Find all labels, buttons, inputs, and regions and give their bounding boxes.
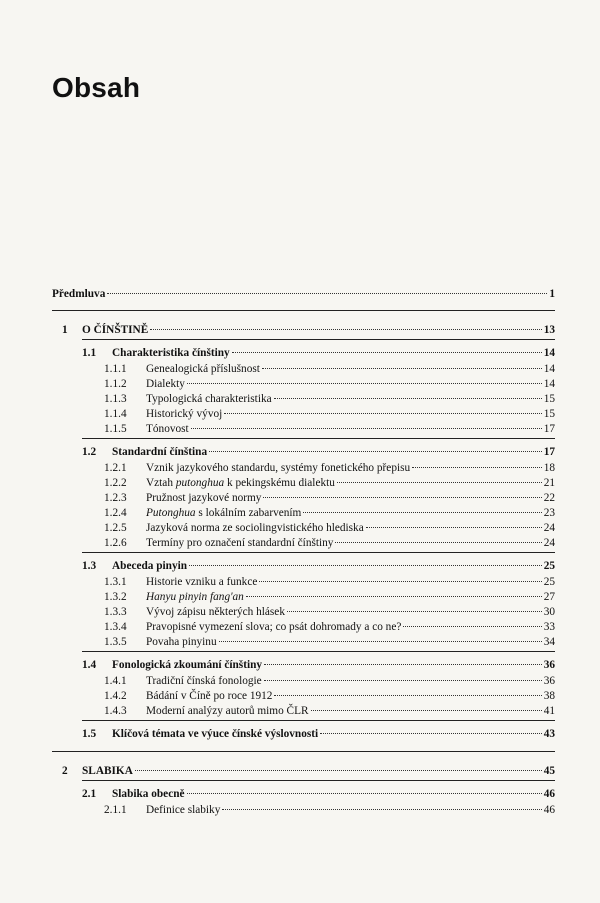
toc-subsection[interactable] bbox=[104, 536, 555, 550]
toc-label: Dialekty bbox=[146, 378, 185, 390]
toc-number: 1 bbox=[62, 324, 68, 336]
toc-label: Fonologická zkoumání čínštiny bbox=[112, 659, 263, 671]
toc-label: Tradiční čínská fonologie bbox=[146, 675, 262, 687]
toc-section[interactable] bbox=[82, 658, 555, 672]
toc-subsection[interactable] bbox=[104, 803, 555, 817]
toc-label: SLABIKA bbox=[82, 765, 133, 777]
toc-page-number: 13 bbox=[543, 324, 555, 336]
dot-leader bbox=[262, 368, 542, 369]
toc-number: 1.1.5 bbox=[104, 423, 127, 435]
toc-label: Pružnost jazykové normy bbox=[146, 492, 262, 504]
toc-page-number: 21 bbox=[543, 477, 555, 489]
dot-leader bbox=[366, 527, 542, 528]
dot-leader bbox=[191, 428, 542, 429]
toc-section[interactable] bbox=[82, 787, 555, 801]
toc-label: Historie vzniku a funkce bbox=[146, 576, 258, 588]
dot-leader bbox=[135, 770, 542, 771]
toc-number: 1.4.1 bbox=[104, 675, 127, 687]
toc-number: 1.2.3 bbox=[104, 492, 127, 504]
toc-subsection[interactable] bbox=[104, 620, 555, 634]
toc-subsection[interactable] bbox=[104, 674, 555, 688]
toc-label: Termíny pro označení standardní čínštiny bbox=[146, 537, 334, 549]
dot-leader bbox=[274, 695, 541, 696]
toc-number: 1.5 bbox=[82, 728, 97, 740]
toc-number: 1.4.3 bbox=[104, 705, 127, 717]
toc-number: 1.3.2 bbox=[104, 591, 127, 603]
toc-number: 1.3 bbox=[82, 560, 97, 572]
toc-number: 1.3.5 bbox=[104, 636, 127, 648]
section-divider bbox=[82, 780, 555, 781]
toc-label: Pravopisné vymezení slova; co psát dohromady a co ne? bbox=[146, 621, 402, 633]
toc-page-number: 30 bbox=[543, 606, 555, 618]
toc-subsection[interactable] bbox=[104, 506, 555, 520]
dot-leader bbox=[222, 809, 541, 810]
dot-leader bbox=[246, 596, 542, 597]
dot-leader bbox=[320, 733, 542, 734]
toc-number: 1.4.2 bbox=[104, 690, 127, 702]
toc-subsection[interactable] bbox=[104, 392, 555, 406]
toc-subsection[interactable] bbox=[104, 422, 555, 436]
toc-number: 1.2.5 bbox=[104, 522, 127, 534]
toc-chapter[interactable] bbox=[62, 323, 555, 337]
toc-subsection[interactable] bbox=[104, 476, 555, 490]
dot-leader bbox=[209, 451, 542, 452]
toc-page-number: 23 bbox=[543, 507, 555, 519]
toc-label: Moderní analýzy autorů mimo ČLR bbox=[146, 705, 309, 717]
toc-number: 1.1.2 bbox=[104, 378, 127, 390]
dot-leader bbox=[187, 793, 542, 794]
table-of-contents bbox=[52, 0, 555, 903]
toc-page-number: 1 bbox=[549, 288, 555, 300]
dot-leader bbox=[403, 626, 541, 627]
toc-page-number: 17 bbox=[543, 423, 555, 435]
dot-leader bbox=[189, 565, 542, 566]
toc-subsection[interactable] bbox=[104, 377, 555, 391]
toc-subsection[interactable] bbox=[104, 704, 555, 718]
toc-page-number: 25 bbox=[543, 560, 555, 572]
toc-number: 1.2.4 bbox=[104, 507, 127, 519]
toc-label: Standardní čínština bbox=[112, 446, 208, 458]
toc-label: Slabika obecně bbox=[112, 788, 185, 800]
dot-leader bbox=[150, 329, 541, 330]
toc-page-number: 27 bbox=[543, 591, 555, 603]
dot-leader bbox=[274, 398, 542, 399]
toc-number: 1.2.6 bbox=[104, 537, 127, 549]
dot-leader bbox=[337, 482, 542, 483]
section-divider bbox=[82, 720, 555, 721]
toc-label: Jazyková norma ze sociolingvistického hlediska bbox=[146, 522, 364, 534]
toc-label: Hanyu pinyin fang'an bbox=[146, 591, 244, 603]
toc-page-number: 46 bbox=[543, 804, 555, 816]
dot-leader bbox=[107, 293, 547, 294]
toc-label: Genealogická příslušnost bbox=[146, 363, 260, 375]
toc-subsection[interactable] bbox=[104, 491, 555, 505]
dot-leader bbox=[224, 413, 541, 414]
toc-page-number: 46 bbox=[543, 788, 555, 800]
toc-label: Vývoj zápisu některých hlásek bbox=[146, 606, 285, 618]
toc-page-number: 22 bbox=[543, 492, 555, 504]
toc-page-number: 33 bbox=[543, 621, 555, 633]
toc-label: Povaha pinyinu bbox=[146, 636, 217, 648]
toc-page-number: 45 bbox=[543, 765, 555, 777]
toc-subsection[interactable] bbox=[104, 689, 555, 703]
toc-chapter[interactable] bbox=[62, 764, 555, 778]
toc-label: Klíčová témata ve výuce čínské výslovnosti bbox=[112, 728, 319, 740]
toc-page-number: 14 bbox=[543, 347, 555, 359]
toc-subsection[interactable] bbox=[104, 635, 555, 649]
toc-page-number: 36 bbox=[543, 659, 555, 671]
dot-leader bbox=[232, 352, 542, 353]
dot-leader bbox=[335, 542, 541, 543]
toc-label: O ČÍNŠTINĚ bbox=[82, 324, 149, 336]
toc-page-number: 18 bbox=[543, 462, 555, 474]
section-divider bbox=[52, 751, 555, 752]
toc-label: Typologická charakteristika bbox=[146, 393, 272, 405]
toc-label: Charakteristika čínštiny bbox=[112, 347, 230, 359]
dot-leader bbox=[311, 710, 542, 711]
dot-leader bbox=[287, 611, 542, 612]
dot-leader bbox=[219, 641, 542, 642]
toc-page-number: 34 bbox=[543, 636, 555, 648]
toc-section[interactable] bbox=[82, 727, 555, 741]
toc-number: 1.1.3 bbox=[104, 393, 127, 405]
toc-preface[interactable] bbox=[52, 287, 555, 301]
toc-page-number: 41 bbox=[543, 705, 555, 717]
dot-leader bbox=[187, 383, 542, 384]
toc-label: Bádání v Číně po roce 1912 bbox=[146, 690, 273, 702]
dot-leader bbox=[259, 581, 541, 582]
section-divider bbox=[82, 339, 555, 340]
toc-label: Předmluva bbox=[52, 288, 106, 300]
toc-page-number: 14 bbox=[543, 363, 555, 375]
dot-leader bbox=[264, 664, 542, 665]
dot-leader bbox=[264, 680, 542, 681]
toc-subsection[interactable] bbox=[104, 407, 555, 421]
toc-label: Abeceda pinyin bbox=[112, 560, 188, 572]
toc-subsection[interactable] bbox=[104, 362, 555, 376]
toc-number: 1.3.4 bbox=[104, 621, 127, 633]
dot-leader bbox=[412, 467, 542, 468]
toc-number: 1.2 bbox=[82, 446, 97, 458]
section-divider bbox=[52, 310, 555, 311]
toc-number: 2 bbox=[62, 765, 68, 777]
toc-label: Vznik jazykového standardu, systémy fonetického přepisu bbox=[146, 462, 411, 474]
toc-number: 1.1.1 bbox=[104, 363, 127, 375]
toc-page-number: 14 bbox=[543, 378, 555, 390]
toc-subsection[interactable] bbox=[104, 575, 555, 589]
dot-leader bbox=[263, 497, 541, 498]
toc-page-number: 38 bbox=[543, 690, 555, 702]
toc-label: Vztah putonghua k pekingskému dialektu bbox=[146, 477, 335, 489]
toc-section[interactable] bbox=[82, 559, 555, 573]
toc-page-number: 43 bbox=[543, 728, 555, 740]
toc-label: Putonghua s lokálním zabarvením bbox=[146, 507, 302, 519]
toc-number: 1.2.1 bbox=[104, 462, 127, 474]
toc-section[interactable] bbox=[82, 346, 555, 360]
toc-number: 1.3.1 bbox=[104, 576, 127, 588]
toc-page-number: 15 bbox=[543, 408, 555, 420]
section-divider bbox=[82, 552, 555, 553]
toc-number: 2.1 bbox=[82, 788, 97, 800]
section-divider bbox=[82, 438, 555, 439]
toc-page-number: 24 bbox=[543, 522, 555, 534]
toc-number: 1.3.3 bbox=[104, 606, 127, 618]
toc-subsection[interactable] bbox=[104, 590, 555, 604]
page-title: Obsah bbox=[52, 72, 141, 103]
toc-page-number: 17 bbox=[543, 446, 555, 458]
toc-page-number: 25 bbox=[543, 576, 555, 588]
toc-number: 1.1 bbox=[82, 347, 97, 359]
toc-subsection[interactable] bbox=[104, 521, 555, 535]
toc-subsection[interactable] bbox=[104, 461, 555, 475]
toc-label: Historický vývoj bbox=[146, 408, 223, 420]
toc-label: Tónovost bbox=[146, 423, 189, 435]
toc-page-number: 36 bbox=[543, 675, 555, 687]
toc-section[interactable] bbox=[82, 445, 555, 459]
section-divider bbox=[82, 651, 555, 652]
toc-number: 1.2.2 bbox=[104, 477, 127, 489]
toc-page-number: 24 bbox=[543, 537, 555, 549]
toc-label: Definice slabiky bbox=[146, 804, 221, 816]
dot-leader bbox=[303, 512, 541, 513]
toc-number: 1.1.4 bbox=[104, 408, 127, 420]
toc-number: 2.1.1 bbox=[104, 804, 127, 816]
toc-page-number: 15 bbox=[543, 393, 555, 405]
toc-number: 1.4 bbox=[82, 659, 97, 671]
toc-subsection[interactable] bbox=[104, 605, 555, 619]
